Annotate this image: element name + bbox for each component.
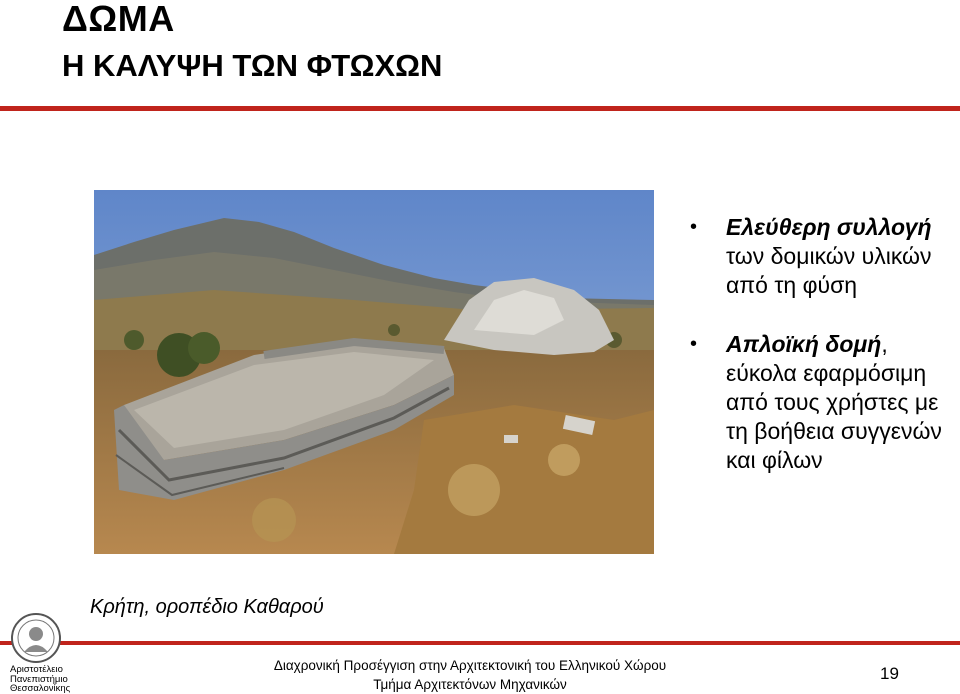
university-name-line: Αριστοτέλειο: [10, 664, 63, 675]
landscape-photo: [94, 190, 654, 554]
bullet-text: των δομικών υλικών από τη φύση: [726, 243, 932, 298]
bullet-icon: •: [690, 333, 698, 355]
course-footer: [230, 656, 710, 694]
university-seal-icon: [10, 612, 62, 664]
bullet-item: [690, 213, 952, 300]
bullet-emphasis: Απλοϊκή δομή: [726, 331, 882, 357]
header-divider: [0, 106, 960, 111]
department-name: Τμήμα Αρχιτεκτόνων Μηχανικών: [373, 677, 567, 692]
bullet-emphasis: Ελεύθερη συλλογή: [726, 214, 932, 240]
course-title: Διαχρονική Προσέγγιση στην Αρχιτεκτονική του Ελληνικού Χώρου: [273, 658, 667, 673]
slide-title: ΔΩΜΑ: [62, 0, 175, 39]
bullet-text: , εύκολα εφαρμόσιμη από τους χρήστες με τη βοήθεια συγγενών και φίλων: [726, 331, 942, 473]
university-name-line: Θεσσαλονίκης: [10, 683, 71, 694]
photo-caption: Κρήτη, οροπέδιο Καθαρού: [90, 596, 324, 618]
bullet-list: [690, 213, 952, 505]
bullet-icon: •: [690, 216, 698, 238]
university-name-line: Πανεπιστήμιο: [10, 673, 68, 685]
footer-divider: [0, 641, 960, 645]
university-name: [10, 665, 70, 694]
page-number: 19: [880, 664, 899, 683]
bullet-item: [690, 330, 952, 475]
slide-subtitle: Η ΚΑΛΥΨΗ ΤΩΝ ΦΤΩΧΩΝ: [62, 48, 443, 83]
